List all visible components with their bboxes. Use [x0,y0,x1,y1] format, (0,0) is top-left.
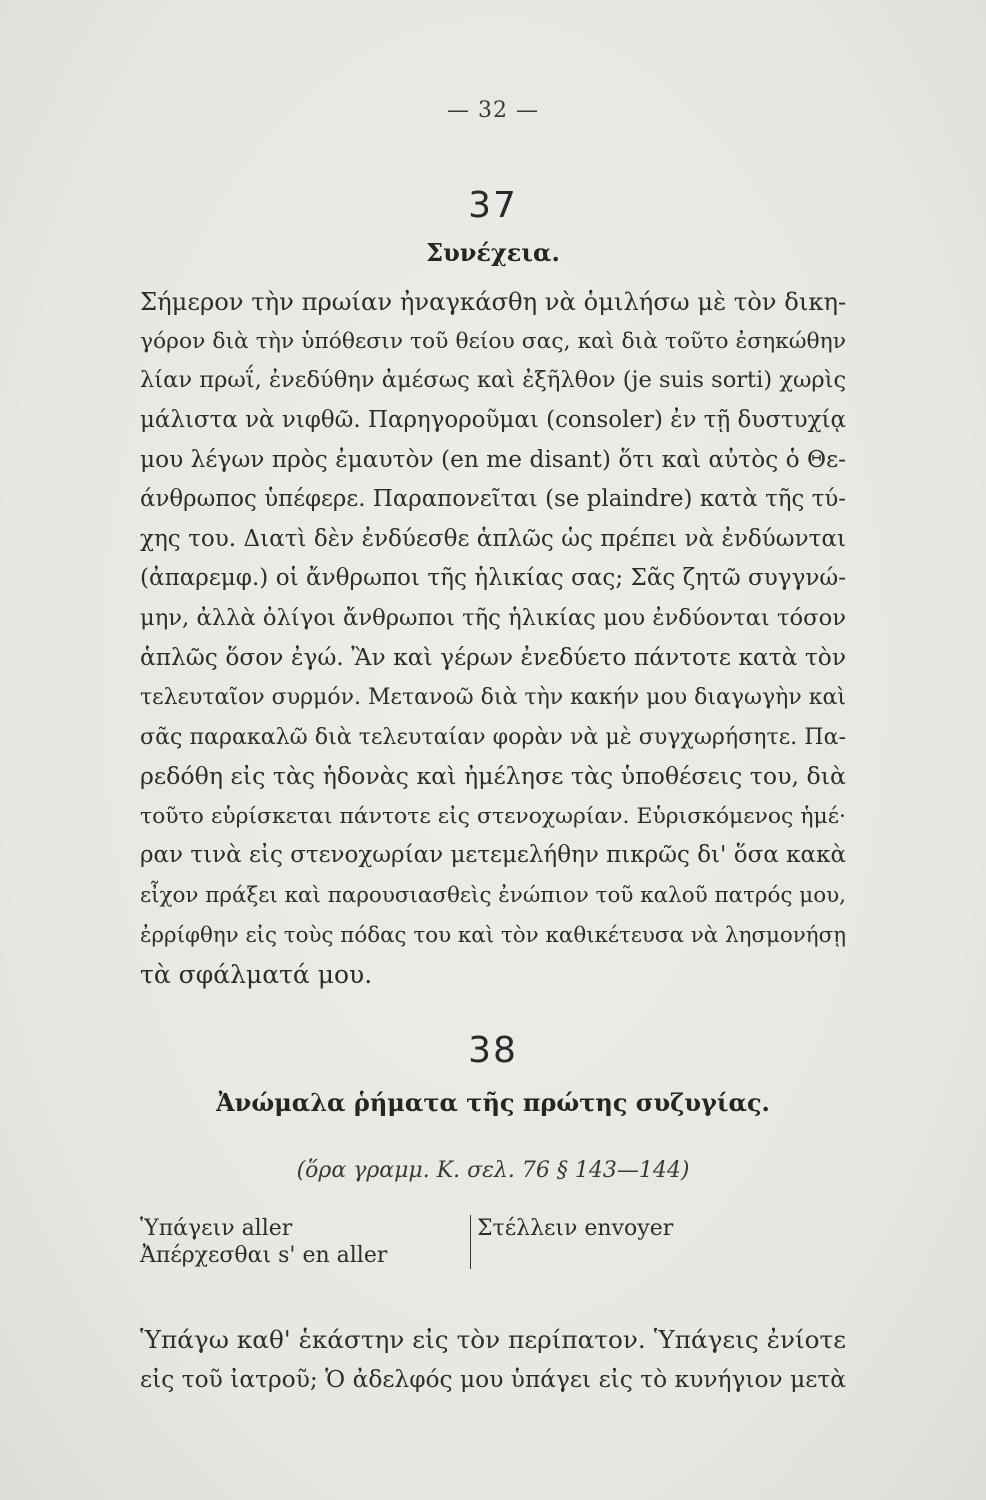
verb-list-right-column [470,1215,673,1269]
text-line: τοῦτο εὑρίσκεται πάντοτε εἰς στενοχωρίαν. Εὑρισκόμενος ἡμέ· [140,803,846,829]
text-line: ἁπλῶς ὅσον ἐγώ. Ἂν καὶ γέρων ἐνεδύετο πάντοτε κατὰ τὸν [140,644,846,672]
text-line: Σήμερον τὴν πρωίαν ἠναγκάσθη νὰ ὁμιλήσω μὲ τὸν δικη- [140,287,847,316]
text-line: τελευταῖον συρμόν. Μετανοῶ διὰ τὴν κακήν μου διαγωγὴν καὶ [140,684,846,710]
text-line: τὰ σφάλματά μου. [140,960,373,990]
section-38-body [140,1320,846,1399]
text-line: λίαν πρωΐ, ἐνεδύθην ἀμέσως καὶ ἐξῆλθον (je suis sorti) χωρὶς [140,367,847,394]
text-line: μου λέγων πρὸς ἐμαυτὸν (en me disant) ὅτι καὶ αὐτὸς ὁ Θε- [140,446,846,474]
text-line: εἰς τοῦ ἰατροῦ; Ὁ ἀδελφός μου ὑπάγει εἰς τὸ κυνήγιον μετὰ [140,1365,846,1393]
text-line: Ὑπάγω καθ' ἑκάστην εἰς τὸν περίπατον. Ὑπάγεις ἐνίοτε [140,1325,846,1354]
text-line: γόρον διὰ τὴν ὑπόθεσιν τοῦ θείου σας, καὶ διὰ τοῦτο ἐσηκώθην [140,328,846,354]
text-line: άνθρωπος ὑπέφερε. Παραπονεῖται (se plaindre) κατὰ τῆς τύ- [140,485,846,512]
verb-entry: Ὑπάγειν aller [140,1216,293,1241]
grammar-reference: (ὅρα γραμμ. Κ. σελ. 76 § 143—144) [296,1158,690,1183]
text-line: μάλιστα νὰ νιφθῶ. Παρηγοροῦμαι (consoler) ἐν τῇ δυστυχίᾳ [140,406,846,433]
section-38-title: Ἀνώμαλα ῥήματα τῆς πρώτης συζυγίας. [216,1088,770,1117]
text-line: εἶχον πράξει καὶ παρουσιασθεὶς ἐνώπιον τοῦ καλοῦ πατρός μου, [140,882,846,908]
verb-entry: Στέλλειν envoyer [477,1216,674,1241]
text-line: ρεδόθη εἰς τὰς ἡδονὰς καὶ ἠμέλησε τὰς ὑποθέσεις του, διὰ [140,762,846,791]
page-number: — 32 — [447,98,539,123]
text-line: (ἀπαρεμφ.) οἱ ἄνθρωποι τῆς ἡλικίας σας; Σᾶς ζητῶ συγγνώ- [140,565,846,592]
text-line: σᾶς παρακαλῶ διὰ τελευταίαν φορὰν νὰ μὲ συγχωρήσητε. Πα- [140,723,846,750]
text-line: χης του. Διατὶ δὲν ἐνδύεσθε ἁπλῶς ὡς πρέπει νὰ ἐνδύωνται [140,525,846,552]
section-37-title: Συνέχεια. [426,238,560,267]
text-line: μην, ἀλλὰ ὀλίγοι ἄνθρωποι τῆς ἡλικίας μου ἐνδύονται τόσον [140,604,846,631]
section-37-body [140,282,846,995]
section-37-number: 37 [468,185,518,226]
verb-entry: Ἀπέρχεσθαι s' en aller [140,1243,388,1268]
verb-list-left-column [140,1215,465,1269]
text-line: ραν τινὰ εἰς στενοχωρίαν μετεμελήθην πικρῶς δι' ὅσα κακὰ [140,842,846,869]
verb-list [140,1215,846,1285]
section-38-number: 38 [468,1030,518,1071]
text-line: ἐρρίφθην εἰς τοὺς πόδας του καὶ τὸν καθικέτευσα νὰ λησμονήσῃ [140,922,846,948]
